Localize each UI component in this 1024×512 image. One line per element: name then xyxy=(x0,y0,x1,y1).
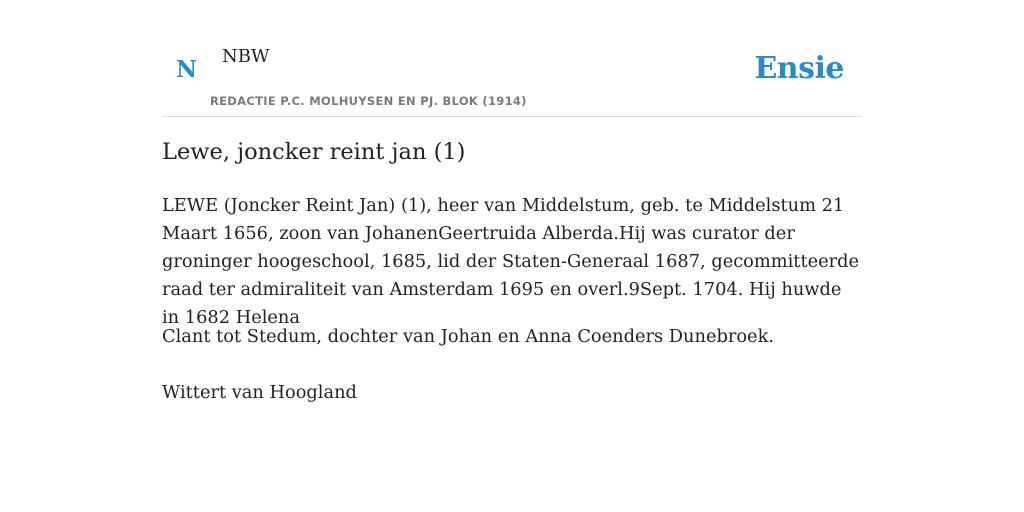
ensie-brand-logo[interactable]: Ensie xyxy=(754,51,844,86)
nbw-logo-letter[interactable]: N xyxy=(176,56,198,83)
page xyxy=(162,0,862,512)
site-header xyxy=(162,0,862,117)
article-paragraph-1: LEWE (Joncker Reint Jan) (1), heer van Middelstum, geb. te Middelstum 21 Maart 1656, zoon van JohanenGeertruida Alberda.Hij was curator der groninger hoogeschool, 1685, lid der Staten-Generaal 1687, gecommitteerde raad ter admiraliteit van Amsterdam 1695 en overl.9Sept. 1704. Hij huwde in 1682 Helena xyxy=(162,195,860,328)
article-title: Lewe, joncker reint jan (1) xyxy=(162,139,466,165)
site-name[interactable]: NBW xyxy=(222,46,270,67)
article-author: Wittert van Hoogland xyxy=(162,382,357,403)
article-paragraph-2: Clant tot Stedum, dochter van Johan en Anna Coenders Dunebroek. xyxy=(162,326,775,347)
site-subtitle: REDACTIE P.C. MOLHUYSEN EN PJ. BLOK (1914) xyxy=(210,94,527,108)
